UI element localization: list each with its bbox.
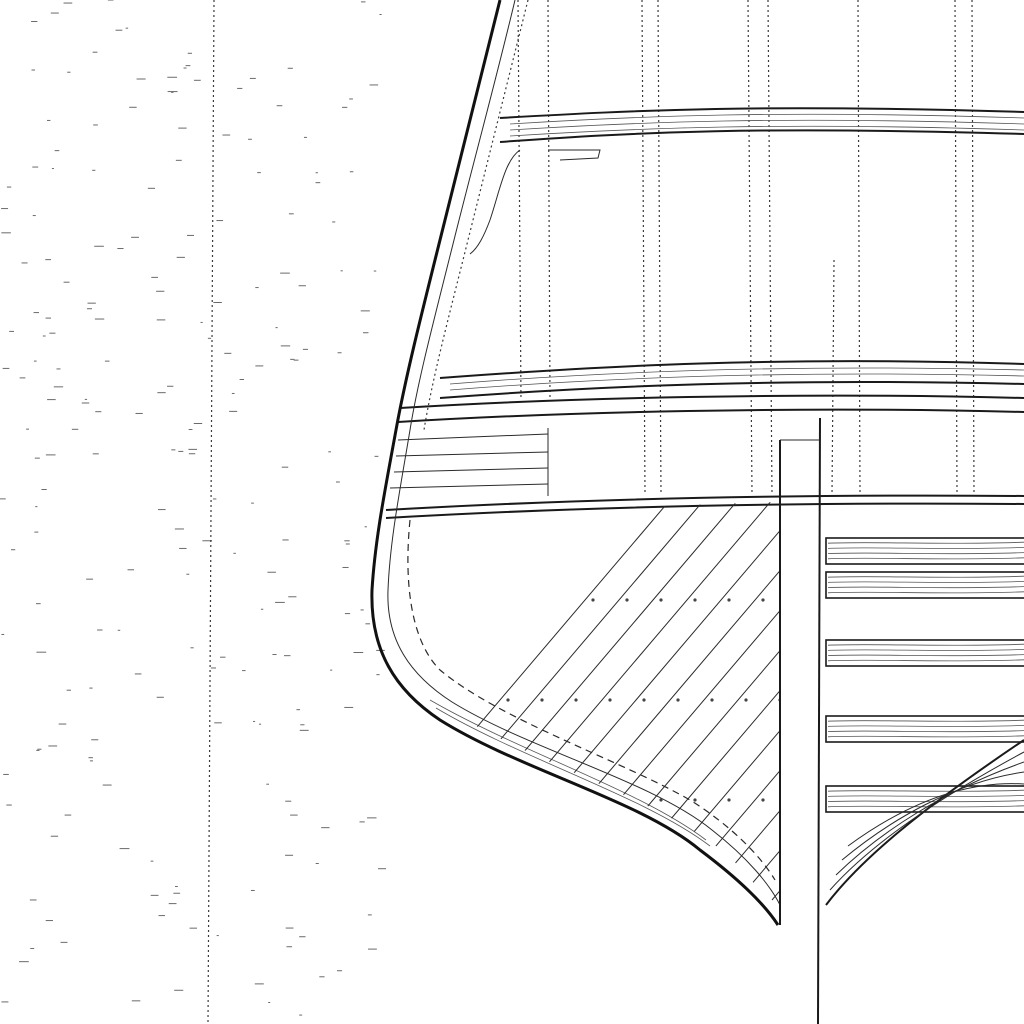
treenail (931, 598, 934, 601)
bottom-strake (826, 640, 1024, 666)
strake-grain (828, 558, 1024, 559)
diagonal-plank (500, 500, 840, 900)
quarter-planking (390, 428, 548, 496)
treenail (897, 598, 900, 601)
treenail (761, 598, 764, 601)
strake-grain (828, 790, 1024, 791)
strake-grain (828, 725, 1024, 726)
starboard-bottom-curve (826, 740, 1024, 905)
left-construction-line (208, 0, 214, 1024)
treenail (795, 798, 798, 801)
treenail (914, 698, 917, 701)
strake-grain (828, 655, 1024, 656)
counter-ornament (470, 150, 520, 254)
upper-deck-beam (500, 108, 1024, 142)
treenail (591, 798, 594, 801)
diagonal-plank (772, 500, 1024, 900)
upper-beam-grain-2 (510, 120, 1024, 130)
treenail (982, 698, 985, 701)
strake-grain (828, 806, 1024, 807)
frame-2-right-edge (658, 0, 661, 495)
treenail (1016, 698, 1019, 701)
main-rail-top (400, 396, 1024, 408)
bottom-strake (826, 538, 1024, 564)
frame-3-left-edge (748, 0, 752, 495)
diagonal-plank (534, 500, 874, 900)
treenail (829, 598, 832, 601)
frame-3-right-edge (768, 0, 772, 495)
treenail (880, 698, 883, 701)
treenail (574, 698, 577, 701)
treenail (795, 598, 798, 601)
treenail (693, 798, 696, 801)
strake-grain (828, 547, 1024, 548)
treenail (506, 698, 509, 701)
upper-beam-grain-1 (510, 114, 1024, 124)
treenail (591, 598, 594, 601)
frame-5-left-edge (955, 0, 957, 495)
quarter-plank-4 (390, 484, 548, 488)
strake-grain (828, 553, 1024, 554)
treenail (421, 798, 424, 801)
starboard-curve-outer (826, 740, 1024, 905)
treenail (948, 698, 951, 701)
strake-grain (828, 795, 1024, 796)
strake-grain (828, 644, 1024, 645)
upper-bracket (548, 150, 600, 160)
strake-grain (828, 542, 1024, 543)
lower-deck-beam (386, 496, 1024, 518)
upper-beam-top (500, 108, 1024, 118)
bottom-strakes (826, 538, 1024, 812)
upper-frames (518, 0, 974, 495)
treenail (761, 798, 764, 801)
diagonal-plank (704, 500, 1024, 900)
treenail (642, 698, 645, 701)
quarter-plank-3 (394, 468, 548, 472)
treenail (710, 698, 713, 701)
treenail (744, 698, 747, 701)
hull-outline (372, 0, 780, 925)
hull-outer-edge (372, 0, 778, 925)
treenail (676, 698, 679, 701)
diagonal-plank (806, 500, 1024, 900)
diagonal-plank (330, 500, 670, 900)
treenail (965, 598, 968, 601)
diagonal-planking (330, 500, 1024, 900)
hull-grain-2 (436, 708, 710, 846)
strake-grain (828, 592, 1024, 593)
strake-grain (828, 581, 1024, 582)
quarter-plank-1 (398, 434, 548, 440)
middle-deck-beam (440, 361, 1024, 398)
main-rail (398, 396, 1024, 422)
treenail (863, 598, 866, 601)
treenail (727, 598, 730, 601)
treenail (693, 598, 696, 601)
quarter-plank-2 (396, 452, 548, 456)
strake-grain (828, 720, 1024, 721)
bottom-strake (826, 716, 1024, 742)
strake-grain (828, 660, 1024, 661)
frame-1-right-edge (548, 0, 550, 400)
frame-4-right-edge (858, 0, 860, 495)
starboard-curve-grain-2 (836, 762, 1024, 875)
frame-4-left-edge (832, 260, 834, 495)
frame-5-right-edge (972, 0, 974, 495)
strake-grain (828, 587, 1024, 588)
treenail (999, 598, 1002, 601)
inner-dashed-line (408, 520, 775, 880)
treenail (659, 798, 662, 801)
bottom-strake (826, 572, 1024, 598)
sternpost (780, 418, 820, 1024)
strake-grain (828, 736, 1024, 737)
scan-noise (0, 0, 386, 1015)
treenail (540, 698, 543, 701)
frame-1-left-edge (518, 0, 521, 400)
strake-grain (828, 731, 1024, 732)
strake-grain (828, 576, 1024, 577)
hull-planking-dotted (424, 0, 528, 430)
treenail (489, 798, 492, 801)
treenail (557, 798, 560, 801)
treenail (523, 798, 526, 801)
treenail (812, 698, 815, 701)
sternpost-right (818, 418, 820, 1024)
treenail (455, 798, 458, 801)
treenail (659, 598, 662, 601)
hull-grain-1 (430, 700, 706, 840)
treenail (727, 798, 730, 801)
treenail (625, 598, 628, 601)
strake-grain (828, 649, 1024, 650)
frame-2-left-edge (642, 0, 645, 495)
main-rail-bottom (398, 410, 1024, 422)
starboard-curve-grain-4 (848, 784, 1024, 846)
treenail (846, 698, 849, 701)
treenail (608, 698, 611, 701)
